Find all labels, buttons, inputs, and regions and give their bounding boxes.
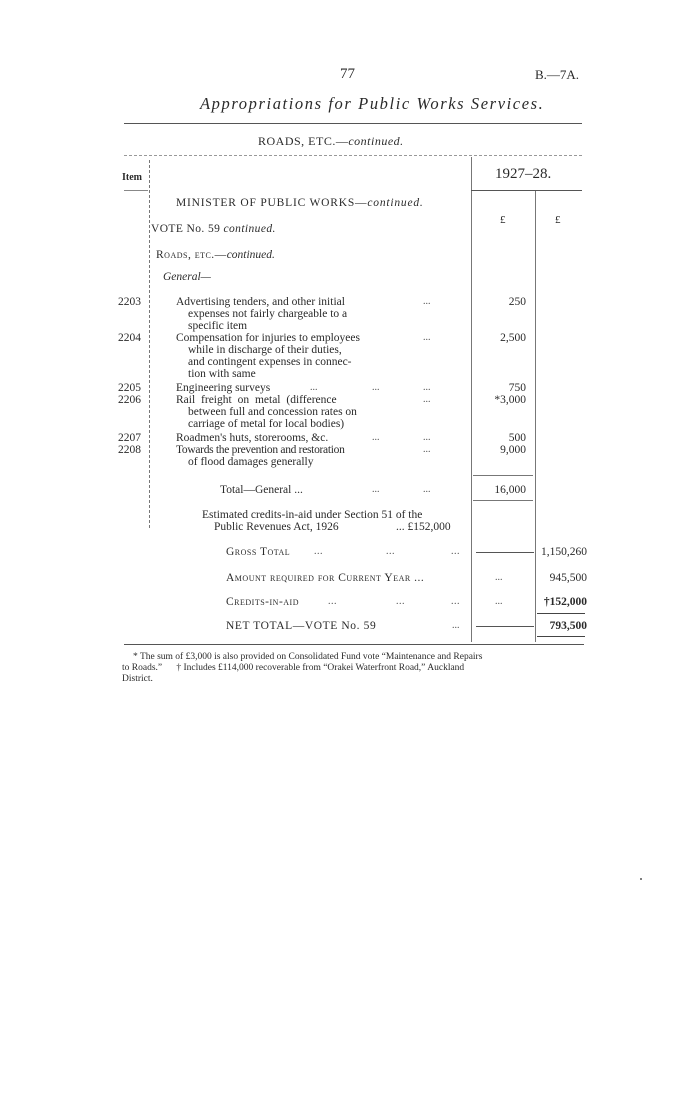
minister-heading-label: MINISTER OF PUBLIC WORKS— [176, 197, 368, 209]
item-desc-line: and contingent expenses in connec- [188, 356, 352, 368]
leader-dots: ... [423, 296, 431, 307]
item-number: 2207 [118, 432, 141, 444]
item-number: 2203 [118, 296, 141, 308]
credits-note-amount: ... £152,000 [396, 521, 451, 533]
leader-dots: ... [423, 394, 431, 405]
leader-dots: ... [451, 596, 460, 607]
amount-required-amount: 945,500 [549, 572, 587, 584]
table-top-rule [124, 155, 582, 156]
item-amount: 250 [508, 296, 526, 308]
vote-heading-continued: continued. [223, 223, 276, 235]
section-heading-label: ROADS, ETC.— [258, 134, 349, 148]
leader-dots: ... [386, 546, 395, 557]
year-column-header: 1927–28. [495, 166, 552, 182]
leader-dots: ... [423, 432, 431, 443]
footnote-line: District. [122, 674, 153, 684]
leader-dots: ... [396, 596, 405, 607]
leader-dots: ... [372, 432, 380, 443]
item-desc-line: Roadmen's huts, storerooms, &c. [176, 432, 329, 444]
item-desc-line: Towards the prevention and restoration [176, 444, 345, 456]
document-reference: B.—7A. [535, 67, 580, 82]
item-desc-line: Rail freight on metal (difference [176, 394, 337, 406]
item-desc-line: carriage of metal for local bodies) [188, 418, 345, 430]
roads-heading-label: Roads, etc.— [156, 249, 227, 261]
net-total-amount: 793,500 [549, 620, 587, 632]
gross-total-label [226, 546, 460, 558]
total-general-label: Total—General ... [220, 484, 303, 496]
leader-dots: ... [423, 484, 431, 495]
section-heading [258, 134, 404, 149]
minister-heading-continued: continued. [367, 197, 424, 209]
item-desc-line: Advertising tenders, and other initial [176, 296, 345, 308]
general-heading: General— [163, 271, 211, 283]
vote-heading-label: VOTE No. 59 [151, 223, 221, 235]
title-rule [124, 123, 582, 124]
leader-dots: ... [495, 572, 503, 583]
total-general-amount: 16,000 [494, 484, 526, 496]
item-number: 2206 [118, 394, 141, 406]
currency-label-1: £ [500, 214, 506, 226]
credits-note-line: Estimated credits-in-aid under Section 51 of the [202, 509, 423, 521]
currency-label-2: £ [555, 214, 561, 226]
footnote-rule [124, 644, 584, 645]
item-amount: *3,000 [494, 394, 526, 406]
leader-dots: ... [423, 382, 431, 393]
net-total-dash [476, 626, 534, 627]
leader-dots: ... [310, 382, 318, 393]
credits-note-line: Public Revenues Act, 1926 [214, 521, 339, 533]
item-number: 2204 [118, 332, 141, 344]
total-general-rule [473, 500, 533, 501]
item-desc-line: tion with same [188, 368, 256, 380]
leader-dots: ... [495, 596, 503, 607]
roads-heading-continued: continued. [226, 249, 275, 261]
leader-dots: ... [314, 546, 323, 557]
year-header-rule [471, 190, 582, 191]
item-desc-line: Compensation for injuries to employees [176, 332, 360, 344]
roads-heading [156, 249, 275, 261]
gross-total-amount: 1,150,260 [541, 546, 587, 558]
leader-dots: ... [372, 382, 380, 393]
scan-mark [640, 878, 642, 880]
item-number: 2208 [118, 444, 141, 456]
item-amount: 500 [508, 432, 526, 444]
section-heading-continued: continued. [348, 134, 404, 148]
credits-in-aid-amount: †152,000 [543, 596, 587, 608]
leader-dots: ... [328, 596, 337, 607]
item-column-rule [149, 160, 150, 528]
leader-dots: ... [451, 546, 460, 557]
gross-total-dash [476, 552, 534, 553]
item-column-header: Item [122, 172, 142, 183]
footnote-line: * The sum of £3,000 is also provided on Consolidated Fund vote “Maintenance and Repairs [133, 652, 483, 662]
item-desc-line: between full and concession rates on [188, 406, 357, 418]
credits-in-aid-text: Credits-in-aid [226, 596, 299, 608]
minister-heading [176, 197, 424, 209]
net-total-top-rule [537, 613, 585, 614]
leader-dots: ... [372, 484, 380, 495]
vote-heading [151, 223, 276, 235]
page-title: Appropriations for Public Works Services. [200, 94, 545, 113]
gross-total-text: Gross Total [226, 546, 291, 558]
net-total-bottom-rule [537, 636, 585, 637]
page-number: 77 [340, 66, 355, 82]
item-header-rule [124, 190, 148, 191]
item-amount: 750 [508, 382, 526, 394]
item-desc-line: while in discharge of their duties, [188, 344, 342, 356]
leader-dots: ... [423, 332, 431, 343]
item-amount: 2,500 [500, 332, 526, 344]
item-desc-line: expenses not fairly chargeable to a [188, 308, 348, 320]
item-desc-line: specific item [188, 320, 248, 332]
credits-in-aid-label [226, 596, 460, 608]
net-total-label: NET TOTAL—VOTE No. 59 [226, 620, 377, 632]
leader-dots: ... [452, 620, 460, 631]
subtotal-rule [473, 475, 533, 476]
item-number: 2205 [118, 382, 141, 394]
item-desc-line: of flood damages generally [188, 456, 314, 468]
footnote-line: to Roads.” † Includes £114,000 recoverable from “Orakei Waterfront Road,” Auckland [122, 663, 465, 673]
leader-dots: ... [423, 444, 431, 455]
item-amount: 9,000 [500, 444, 526, 456]
item-desc-line: Engineering surveys [176, 382, 271, 394]
amount-required-label: Amount required for Current Year ... [226, 572, 425, 584]
